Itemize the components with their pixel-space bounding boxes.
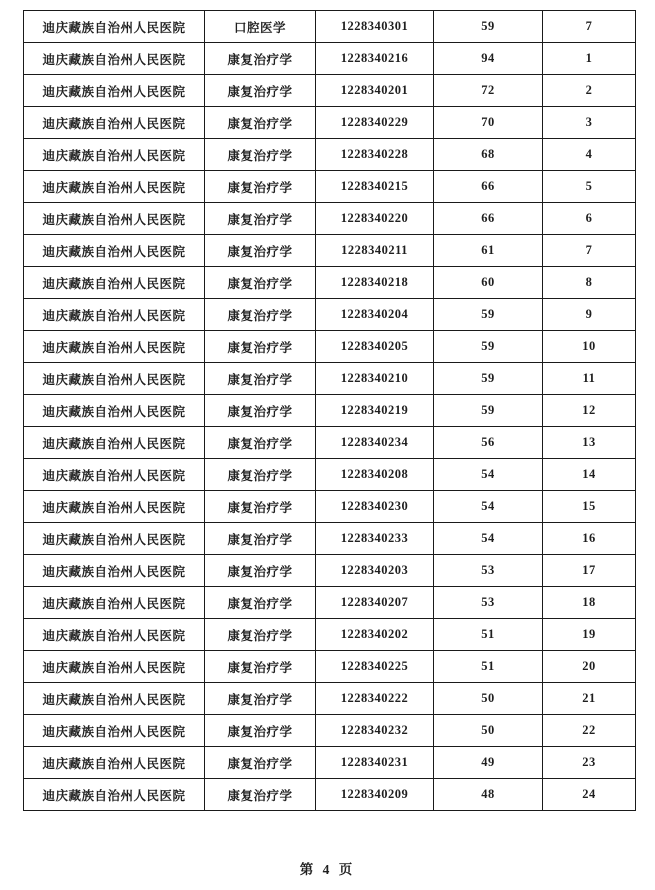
cell-hospital: 迪庆藏族自治州人民医院 — [24, 363, 205, 395]
cell-score: 50 — [434, 683, 543, 715]
table-row — [24, 299, 636, 331]
results-table-body — [24, 11, 636, 811]
cell-hospital: 迪庆藏族自治州人民医院 — [24, 75, 205, 107]
table-row — [24, 75, 636, 107]
cell-hospital: 迪庆藏族自治州人民医院 — [24, 459, 205, 491]
cell-hospital: 迪庆藏族自治州人民医院 — [24, 395, 205, 427]
table-row — [24, 683, 636, 715]
cell-major: 康复治疗学 — [205, 619, 316, 651]
cell-major: 康复治疗学 — [205, 587, 316, 619]
cell-rank: 14 — [543, 459, 636, 491]
cell-score: 68 — [434, 139, 543, 171]
cell-score: 51 — [434, 619, 543, 651]
cell-exam-number: 1228340232 — [316, 715, 434, 747]
cell-hospital: 迪庆藏族自治州人民医院 — [24, 491, 205, 523]
table-row — [24, 139, 636, 171]
cell-rank: 4 — [543, 139, 636, 171]
cell-hospital: 迪庆藏族自治州人民医院 — [24, 587, 205, 619]
cell-hospital: 迪庆藏族自治州人民医院 — [24, 139, 205, 171]
cell-score: 60 — [434, 267, 543, 299]
cell-score: 56 — [434, 427, 543, 459]
cell-hospital: 迪庆藏族自治州人民医院 — [24, 779, 205, 811]
cell-score: 66 — [434, 171, 543, 203]
cell-score: 53 — [434, 587, 543, 619]
cell-major: 康复治疗学 — [205, 43, 316, 75]
cell-hospital: 迪庆藏族自治州人民医院 — [24, 171, 205, 203]
cell-major: 康复治疗学 — [205, 459, 316, 491]
cell-rank: 10 — [543, 331, 636, 363]
table-row — [24, 779, 636, 811]
cell-rank: 16 — [543, 523, 636, 555]
table-row — [24, 203, 636, 235]
cell-score: 59 — [434, 363, 543, 395]
table-row — [24, 11, 636, 43]
cell-score: 72 — [434, 75, 543, 107]
cell-exam-number: 1228340301 — [316, 11, 434, 43]
cell-exam-number: 1228340216 — [316, 43, 434, 75]
table-row — [24, 523, 636, 555]
cell-exam-number: 1228340222 — [316, 683, 434, 715]
cell-rank: 20 — [543, 651, 636, 683]
cell-rank: 13 — [543, 427, 636, 459]
cell-major: 康复治疗学 — [205, 715, 316, 747]
cell-exam-number: 1228340204 — [316, 299, 434, 331]
cell-rank: 5 — [543, 171, 636, 203]
table-row — [24, 107, 636, 139]
cell-exam-number: 1228340211 — [316, 235, 434, 267]
cell-score: 94 — [434, 43, 543, 75]
cell-score: 49 — [434, 747, 543, 779]
cell-exam-number: 1228340215 — [316, 171, 434, 203]
cell-rank: 7 — [543, 11, 636, 43]
cell-hospital: 迪庆藏族自治州人民医院 — [24, 683, 205, 715]
cell-rank: 21 — [543, 683, 636, 715]
cell-rank: 8 — [543, 267, 636, 299]
cell-major: 康复治疗学 — [205, 235, 316, 267]
cell-score: 48 — [434, 779, 543, 811]
cell-score: 54 — [434, 491, 543, 523]
table-row — [24, 267, 636, 299]
cell-major: 康复治疗学 — [205, 267, 316, 299]
cell-major: 康复治疗学 — [205, 747, 316, 779]
table-row — [24, 235, 636, 267]
cell-score: 54 — [434, 459, 543, 491]
cell-major: 康复治疗学 — [205, 651, 316, 683]
page-number-footer: 第 4 页 — [299, 862, 356, 877]
cell-exam-number: 1228340229 — [316, 107, 434, 139]
cell-hospital: 迪庆藏族自治州人民医院 — [24, 235, 205, 267]
results-table — [23, 10, 636, 811]
table-row — [24, 491, 636, 523]
table-row — [24, 651, 636, 683]
cell-major: 康复治疗学 — [205, 75, 316, 107]
cell-rank: 1 — [543, 43, 636, 75]
cell-rank: 6 — [543, 203, 636, 235]
cell-major: 康复治疗学 — [205, 427, 316, 459]
cell-exam-number: 1228340233 — [316, 523, 434, 555]
cell-major: 康复治疗学 — [205, 363, 316, 395]
cell-rank: 2 — [543, 75, 636, 107]
cell-hospital: 迪庆藏族自治州人民医院 — [24, 299, 205, 331]
cell-hospital: 迪庆藏族自治州人民医院 — [24, 715, 205, 747]
cell-rank: 11 — [543, 363, 636, 395]
cell-rank: 12 — [543, 395, 636, 427]
cell-score: 50 — [434, 715, 543, 747]
table-row — [24, 715, 636, 747]
cell-hospital: 迪庆藏族自治州人民医院 — [24, 43, 205, 75]
table-row — [24, 363, 636, 395]
cell-score: 59 — [434, 299, 543, 331]
cell-hospital: 迪庆藏族自治州人民医院 — [24, 651, 205, 683]
cell-rank: 17 — [543, 555, 636, 587]
cell-exam-number: 1228340210 — [316, 363, 434, 395]
table-row — [24, 395, 636, 427]
cell-hospital: 迪庆藏族自治州人民医院 — [24, 267, 205, 299]
cell-exam-number: 1228340230 — [316, 491, 434, 523]
cell-score: 53 — [434, 555, 543, 587]
cell-hospital: 迪庆藏族自治州人民医院 — [24, 427, 205, 459]
cell-score: 61 — [434, 235, 543, 267]
cell-major: 康复治疗学 — [205, 683, 316, 715]
cell-major: 康复治疗学 — [205, 203, 316, 235]
cell-score: 59 — [434, 11, 543, 43]
cell-exam-number: 1228340219 — [316, 395, 434, 427]
cell-exam-number: 1228340231 — [316, 747, 434, 779]
table-row — [24, 331, 636, 363]
cell-major: 康复治疗学 — [205, 331, 316, 363]
cell-exam-number: 1228340205 — [316, 331, 434, 363]
cell-exam-number: 1228340208 — [316, 459, 434, 491]
table-row — [24, 427, 636, 459]
cell-major: 康复治疗学 — [205, 779, 316, 811]
cell-major: 康复治疗学 — [205, 299, 316, 331]
cell-rank: 22 — [543, 715, 636, 747]
cell-hospital: 迪庆藏族自治州人民医院 — [24, 619, 205, 651]
cell-rank: 15 — [543, 491, 636, 523]
cell-exam-number: 1228340202 — [316, 619, 434, 651]
table-row — [24, 555, 636, 587]
cell-rank: 19 — [543, 619, 636, 651]
cell-score: 54 — [434, 523, 543, 555]
cell-exam-number: 1228340201 — [316, 75, 434, 107]
table-row — [24, 747, 636, 779]
cell-major: 康复治疗学 — [205, 491, 316, 523]
cell-exam-number: 1228340209 — [316, 779, 434, 811]
cell-major: 康复治疗学 — [205, 107, 316, 139]
cell-exam-number: 1228340225 — [316, 651, 434, 683]
cell-exam-number: 1228340203 — [316, 555, 434, 587]
table-row — [24, 171, 636, 203]
cell-score: 70 — [434, 107, 543, 139]
table-row — [24, 619, 636, 651]
cell-major: 康复治疗学 — [205, 395, 316, 427]
cell-hospital: 迪庆藏族自治州人民医院 — [24, 331, 205, 363]
cell-major: 康复治疗学 — [205, 139, 316, 171]
cell-hospital: 迪庆藏族自治州人民医院 — [24, 747, 205, 779]
cell-major: 康复治疗学 — [205, 555, 316, 587]
cell-score: 59 — [434, 331, 543, 363]
cell-rank: 7 — [543, 235, 636, 267]
cell-exam-number: 1228340228 — [316, 139, 434, 171]
table-row — [24, 587, 636, 619]
cell-hospital: 迪庆藏族自治州人民医院 — [24, 107, 205, 139]
cell-rank: 24 — [543, 779, 636, 811]
cell-exam-number: 1228340218 — [316, 267, 434, 299]
cell-rank: 9 — [543, 299, 636, 331]
cell-hospital: 迪庆藏族自治州人民医院 — [24, 523, 205, 555]
cell-rank: 23 — [543, 747, 636, 779]
cell-major: 康复治疗学 — [205, 171, 316, 203]
table-row — [24, 459, 636, 491]
cell-exam-number: 1228340207 — [316, 587, 434, 619]
cell-major: 康复治疗学 — [205, 523, 316, 555]
cell-score: 66 — [434, 203, 543, 235]
table-row — [24, 43, 636, 75]
cell-score: 59 — [434, 395, 543, 427]
cell-rank: 18 — [543, 587, 636, 619]
cell-hospital: 迪庆藏族自治州人民医院 — [24, 11, 205, 43]
cell-exam-number: 1228340234 — [316, 427, 434, 459]
cell-hospital: 迪庆藏族自治州人民医院 — [24, 555, 205, 587]
cell-hospital: 迪庆藏族自治州人民医院 — [24, 203, 205, 235]
cell-exam-number: 1228340220 — [316, 203, 434, 235]
cell-major: 口腔医学 — [205, 11, 316, 43]
cell-rank: 3 — [543, 107, 636, 139]
cell-score: 51 — [434, 651, 543, 683]
